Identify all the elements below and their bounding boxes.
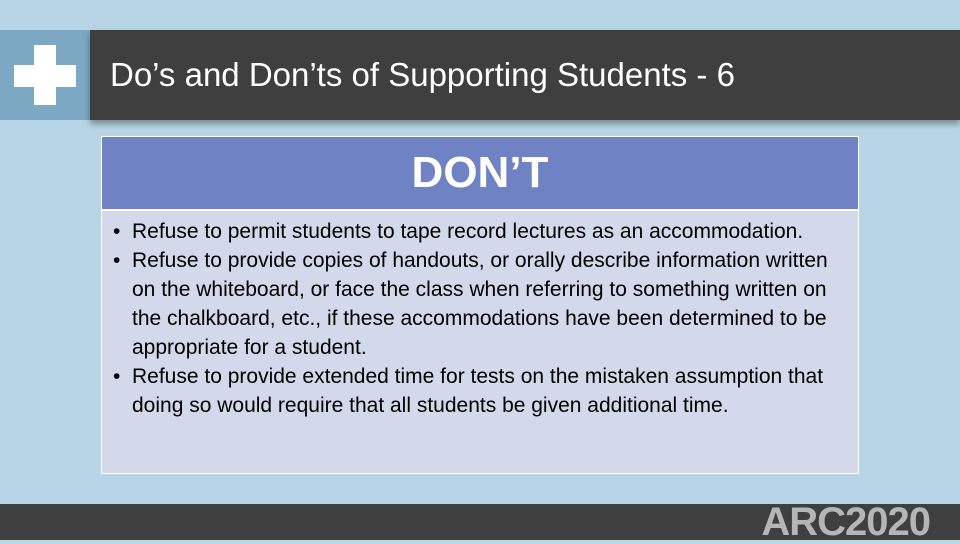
title-bar [90,30,960,120]
list-item-text: Refuse to permit students to tape record lectures as an accommodation. [132,220,804,243]
list-item [110,246,850,362]
table-header [102,137,858,211]
bullet-icon: • [113,249,121,272]
list-item-text: Refuse to provide copies of handouts, or orally describe information written on the whiteboard, or face the class when referring to something written on the chalkboard, etc., if these accommodations have been determined to be appropriate for a student. [132,249,828,359]
list-item [110,217,850,246]
footer-bar [0,500,960,544]
slide-title: Do’s and Don’ts of Supporting Students - 6 [110,56,735,93]
table-header-label: DON’T [411,148,549,197]
list-item [110,362,850,420]
plus-icon-horizontal-bar [14,65,76,87]
dont-table [101,136,859,474]
list-item-text: Refuse to provide extended time for tests on the mistaken assumption that doing so would require that all students be given additional time. [132,365,824,417]
bullet-list [110,217,850,420]
arc2020-logo: ARC2020 [761,500,930,544]
plus-tile [0,30,90,120]
bullet-icon: • [113,365,121,388]
bullet-icon: • [113,220,121,243]
table-body [102,211,858,420]
